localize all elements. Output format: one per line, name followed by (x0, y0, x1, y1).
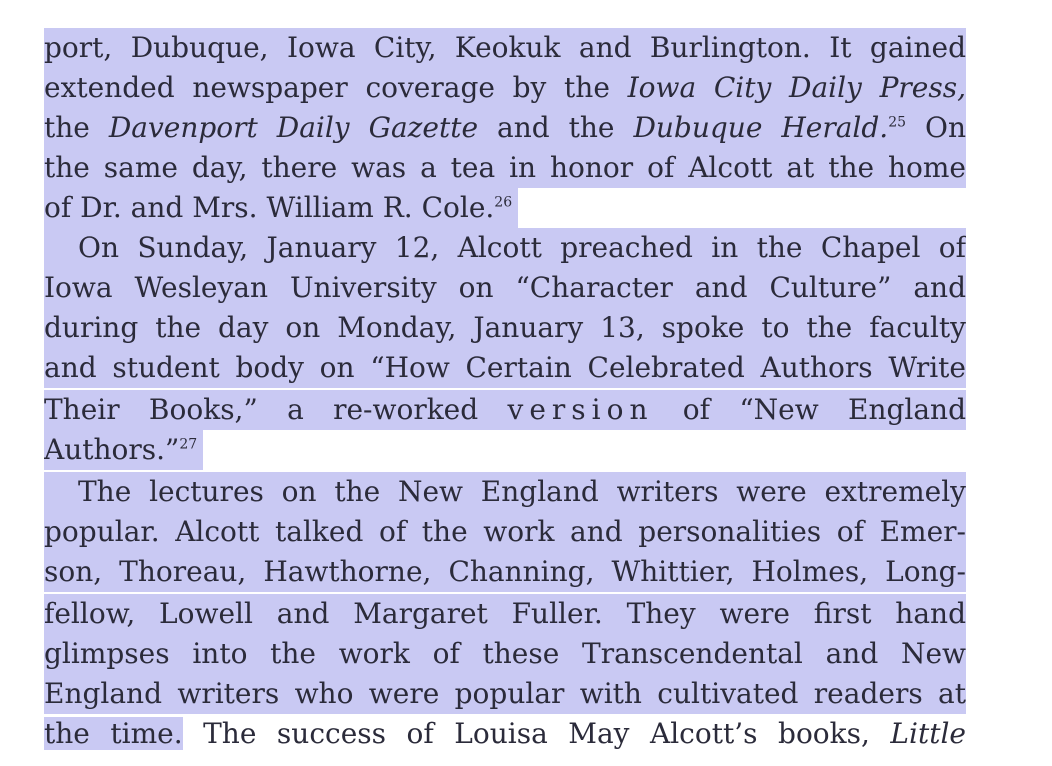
text-line (44, 674, 966, 714)
text-run: and the (478, 111, 634, 144)
italic-run: Davenport Daily Gazette (108, 111, 479, 144)
text-line (44, 390, 966, 430)
text-run: and student body on “How Certain Celebrated Authors Write (44, 351, 966, 384)
footnote-ref: 27 (179, 436, 198, 453)
text-run: extended newspaper coverage by the (44, 71, 628, 104)
text-run: England writers who were popular with cultivated readers at (44, 677, 966, 710)
footnote-ref: 26 (494, 194, 513, 211)
text-line (44, 68, 966, 108)
text-line (44, 430, 203, 470)
text-run: Their Books,” a re-worked (44, 393, 508, 426)
text-run: On (906, 111, 966, 144)
text-run: glimpses into the work of these Transcendental and New (44, 637, 966, 670)
text-run: of Dr. and Mrs. William R. Cole. (44, 191, 495, 224)
text-run: fellow, Lowell and Margaret Fuller. They were first hand (44, 597, 966, 630)
text-line (44, 108, 966, 148)
text-line (44, 472, 966, 512)
text-line (44, 228, 966, 268)
text-line (44, 268, 966, 308)
text-line (44, 594, 966, 634)
text-run: The lectures on the New England writers were extremely (78, 475, 966, 508)
italic-run: Little (890, 717, 966, 750)
text-run: the (44, 111, 109, 144)
text-run: popular. Alcott talked of the work and personalities of Emer- (44, 515, 966, 548)
text-line (44, 714, 966, 754)
text-run: during the day on Monday, January 13, spoke to the faculty (44, 311, 966, 344)
text-line (44, 148, 966, 188)
footnote-ref: 25 (888, 114, 907, 131)
italic-run: Iowa City Daily Press, (627, 71, 966, 104)
text-line (44, 552, 966, 592)
text-line (44, 308, 966, 348)
text-run: son, Thoreau, Hawthorne, Channing, Whittier, Holmes, Long- (44, 555, 966, 588)
text-run: port, Dubuque, Iowa City, Keokuk and Burlington. It gained (44, 31, 966, 64)
spaced-run: version (507, 393, 654, 426)
text-run: Authors.” (44, 433, 180, 466)
highlighted-run: the time. (44, 717, 183, 750)
text-line (44, 348, 966, 388)
text-run: of “New England (653, 393, 966, 426)
text-line (44, 28, 966, 68)
text-run: The success of Louisa May Alcott’s books, (182, 717, 891, 750)
text-run: the same day, there was a tea in honor of Alcott at the home (44, 151, 966, 184)
text-line (44, 512, 966, 552)
text-line (44, 188, 518, 228)
text-run: Iowa Wesleyan University on “Character and Culture” and (44, 271, 966, 304)
text-line (44, 634, 966, 674)
italic-run: Dubuque Herald. (633, 111, 889, 144)
text-run: On Sunday, January 12, Alcott preached in the Chapel of (78, 231, 966, 264)
